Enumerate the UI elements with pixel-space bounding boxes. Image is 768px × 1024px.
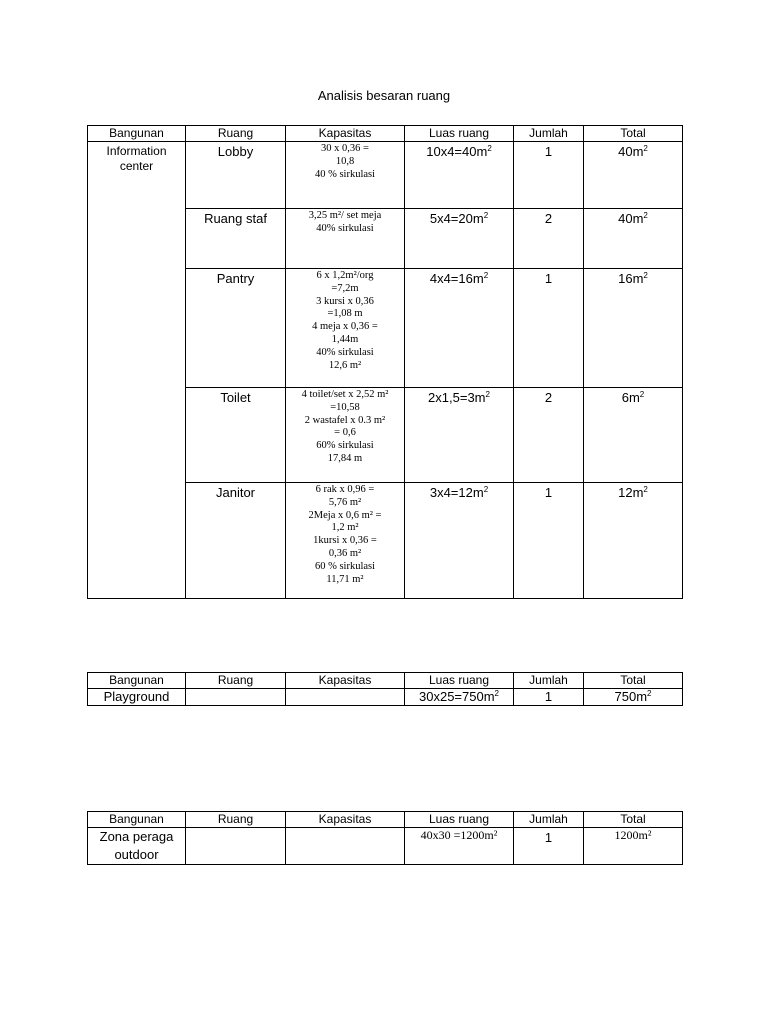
kapasitas-line: =7,2m: [331, 282, 359, 294]
total-cell: [584, 689, 683, 706]
table-header-row: [88, 126, 683, 142]
luas-value: 5x4=20m: [429, 211, 484, 226]
total-cell: 1200m²: [584, 828, 683, 865]
superscript: 2: [483, 211, 489, 220]
header-kapasitas: Kapasitas: [286, 812, 405, 828]
building-name-line: Zona peraga: [99, 829, 174, 844]
table-zona-peraga-outdoor: [87, 811, 683, 865]
building-name-line: center: [119, 159, 154, 173]
luas-value: 3x4=12m: [429, 485, 484, 500]
superscript: 2: [643, 271, 648, 280]
kapasitas-cell: [286, 483, 405, 599]
jumlah-cell: 2: [514, 388, 584, 483]
jumlah-cell: 1: [514, 483, 584, 599]
kapasitas-line: 11,71 m²: [326, 573, 364, 585]
table-header-row: [88, 812, 683, 828]
header-total: Total: [584, 673, 683, 689]
jumlah-cell: 1: [514, 269, 584, 388]
total-cell: [584, 483, 683, 599]
superscript: 2: [485, 390, 490, 399]
kapasitas-line: 2Meja x 0,6 m² =: [308, 509, 382, 521]
superscript: 2: [483, 271, 489, 280]
table-information-center: [87, 125, 683, 599]
header-luas-ruang: Luas ruang: [405, 126, 514, 142]
building-cell: [88, 828, 186, 865]
luas-cell: [405, 689, 514, 706]
kapasitas-line: 6 rak x 0,96 =: [315, 484, 375, 495]
total-value: 16m: [618, 271, 644, 286]
ruang-cell: [186, 828, 286, 865]
ruang-cell: Ruang staf: [186, 209, 286, 269]
header-jumlah: Jumlah: [514, 673, 584, 689]
kapasitas-cell: [286, 269, 405, 388]
total-cell: [584, 269, 683, 388]
kapasitas-line: 10,8: [335, 155, 355, 167]
superscript: 2: [487, 144, 492, 153]
jumlah-cell: 2: [514, 209, 584, 269]
luas-value: 30x25=750m: [419, 689, 495, 704]
total-value: 6m: [621, 390, 640, 405]
kapasitas-line: 30 x 0,36 =: [321, 143, 369, 154]
kapasitas-line: 3,25 m²/ set meja: [308, 210, 382, 221]
ruang-cell: Toilet: [186, 388, 286, 483]
total-cell: [584, 388, 683, 483]
luas-value: 10x4=40m: [426, 144, 488, 159]
kapasitas-line: 1kursi x 0,36 =: [313, 535, 377, 547]
kapasitas-line: 4 toilet/set x 2,52 m²: [301, 389, 389, 400]
luas-cell: [405, 209, 514, 269]
total-value: 12m: [618, 485, 644, 500]
jumlah-cell: 1: [514, 142, 584, 209]
kapasitas-line: = 0,6: [334, 427, 356, 439]
jumlah-cell: 1: [514, 828, 584, 865]
ruang-cell: Janitor: [186, 483, 286, 599]
header-ruang: Ruang: [186, 673, 286, 689]
header-bangunan: Bangunan: [88, 126, 186, 142]
total-cell: [584, 142, 683, 209]
table-header-row: [88, 673, 683, 689]
kapasitas-line: =1,08 m: [327, 308, 363, 320]
ruang-cell: Pantry: [186, 269, 286, 388]
superscript: 2: [643, 144, 648, 153]
luas-cell: [405, 269, 514, 388]
luas-cell: [405, 483, 514, 599]
header-total: Total: [584, 126, 683, 142]
building-cell: [88, 142, 186, 599]
kapasitas-line: 40 % sirkulasi: [314, 168, 376, 180]
total-value: 40m: [618, 211, 644, 226]
table-row: [88, 689, 683, 706]
kapasitas-line: 2 wastafel x 0.3 m²: [304, 414, 386, 426]
building-name-line: Information: [106, 144, 167, 158]
superscript: 2: [647, 689, 652, 698]
kapasitas-line: 5,76 m²: [328, 496, 362, 508]
total-cell: [584, 209, 683, 269]
superscript: 2: [483, 485, 489, 494]
kapasitas-line: 3 kursi x 0,36: [316, 295, 374, 307]
luas-value: 2x1,5=3m: [428, 390, 486, 405]
kapasitas-cell: [286, 828, 405, 865]
header-ruang: Ruang: [186, 126, 286, 142]
header-ruang: Ruang: [186, 812, 286, 828]
kapasitas-cell: [286, 142, 405, 209]
kapasitas-line: 1,2 m²: [331, 522, 359, 534]
superscript: 2: [643, 485, 648, 494]
kapasitas-line: 12,6 m²: [328, 359, 362, 371]
kapasitas-cell: [286, 209, 405, 269]
table-row: [88, 142, 683, 209]
kapasitas-line: 0,36 m²: [328, 547, 362, 559]
table-playground: [87, 672, 683, 706]
superscript: 2: [494, 689, 499, 698]
luas-cell: [405, 388, 514, 483]
kapasitas-line: 17,84 m: [327, 452, 363, 464]
header-jumlah: Jumlah: [514, 812, 584, 828]
header-kapasitas: Kapasitas: [286, 673, 405, 689]
kapasitas-line: =10,58: [330, 401, 360, 413]
kapasitas-cell: [286, 689, 405, 706]
kapasitas-line: 40% sirkulasi: [316, 346, 374, 358]
kapasitas-line: 60 % sirkulasi: [314, 560, 376, 572]
luas-cell: 40x30 =1200m²: [405, 828, 514, 865]
ruang-cell: [186, 689, 286, 706]
superscript: 2: [639, 390, 645, 399]
building-name-line: outdoor: [114, 847, 159, 862]
header-bangunan: Bangunan: [88, 812, 186, 828]
kapasitas-line: 1,44m: [331, 333, 359, 345]
header-luas-ruang: Luas ruang: [405, 812, 514, 828]
header-luas-ruang: Luas ruang: [405, 673, 514, 689]
kapasitas-line: 60% sirkulasi: [316, 440, 374, 452]
building-cell: Playground: [88, 689, 186, 706]
luas-value: 4x4=16m: [429, 271, 484, 286]
header-jumlah: Jumlah: [514, 126, 584, 142]
ruang-cell: Lobby: [186, 142, 286, 209]
jumlah-cell: 1: [514, 689, 584, 706]
kapasitas-cell: [286, 388, 405, 483]
header-bangunan: Bangunan: [88, 673, 186, 689]
total-value: 750m: [614, 689, 648, 704]
kapasitas-line: 6 x 1,2m²/org: [316, 270, 374, 281]
kapasitas-line: 40% sirkulasi: [316, 222, 374, 234]
table-row: [88, 828, 683, 865]
header-total: Total: [584, 812, 683, 828]
luas-cell: [405, 142, 514, 209]
kapasitas-line: 4 meja x 0,36 =: [312, 321, 378, 333]
header-kapasitas: Kapasitas: [286, 126, 405, 142]
page-title: Analisis besaran ruang: [317, 88, 451, 103]
superscript: 2: [643, 211, 648, 220]
total-value: 40m: [618, 144, 644, 159]
